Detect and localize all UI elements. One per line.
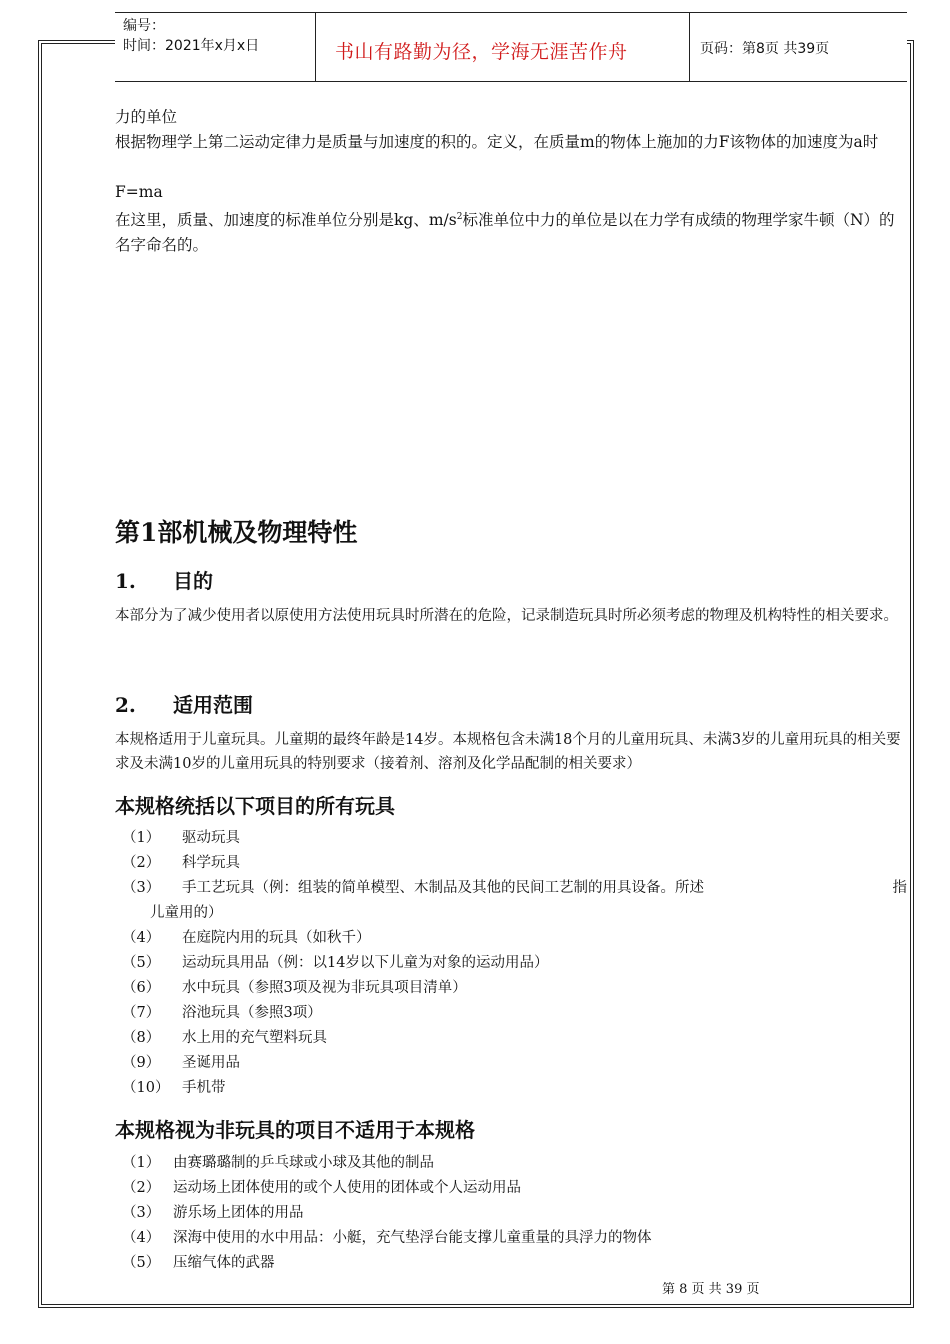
list-item [122,951,907,976]
list-item-text-wrap [150,876,907,921]
list-item-index: （3） [122,1205,161,1221]
list-item-index: （1） [122,1155,161,1171]
intro-paragraph-2-pre: 在这里，质量、加速度的标准单位分别是kg、m/s [115,211,457,230]
list-item-continuation: 儿童用的） [150,905,223,921]
covered-list [122,826,907,1101]
intro-paragraph-2-post: 标准单位中力的单位是以在力学有成绩的物理学家牛顿（N）的名字命名的。 [115,211,895,255]
list-item-index: （10） [122,1080,170,1096]
section-2-heading [115,689,253,718]
section-2-title: 适用范围 [173,693,253,717]
covered-heading: 本规格统括以下项目的所有玩具 [115,794,395,818]
section-1-title: 目的 [173,569,213,593]
list-item [122,876,907,926]
list-item [122,1051,907,1076]
list-item [122,976,907,1001]
list-item-index: （6） [122,980,161,996]
excluded-heading: 本规格视为非玩具的项目不适用于本规格 [115,1118,475,1142]
list-item-text: 深海中使用的水中用品：小艇，充气垫浮台能支撑儿童重量的具浮力的物体 [173,1230,652,1246]
section-1-number: 1. [115,569,136,593]
list-item [122,1201,907,1226]
list-item-index: （4） [122,930,161,946]
list-item [122,1001,907,1026]
list-item-index: （4） [122,1230,161,1246]
header-time: 时间：2021年x月x日 [123,38,260,54]
list-item-index: （2） [122,1180,161,1196]
list-item-index: （7） [122,1005,161,1021]
section-1-body: 本部分为了减少使用者以原使用方法使用玩具时所潜在的危险，记录制造玩具时所必须考虑的物理及机构特性的相关要求。 [115,608,898,624]
header-table [115,12,907,82]
list-item-text: 手机带 [182,1080,226,1096]
list-item-index: （1） [122,830,161,846]
list-item-text: 驱动玩具 [182,830,240,846]
list-item-index: （2） [122,855,161,871]
list-item [122,1176,907,1201]
intro-paragraph-2-sup: 2 [456,212,463,222]
section-1-heading [115,565,213,594]
list-item-text: 手工艺玩具（例：组装的简单模型、木制品及其他的民间工艺制的用具设备。所述 [182,880,704,896]
intro-formula: F=ma [115,183,163,201]
list-item-text: 运动场上团体使用的或个人使用的团体或个人运动用品 [173,1180,521,1196]
intro-paragraph-1: 根据物理学上第二运动定律力是质量与加速度的积的。定义，在质量m的物体上施加的力F该物体的加速度为a时 [115,133,879,151]
list-item-text: 在庭院内用的玩具（如秋千） [182,930,371,946]
list-item [122,1026,907,1051]
list-item-index: （5） [122,955,161,971]
list-item-line [182,876,907,901]
list-item [122,851,907,876]
list-item [122,826,907,851]
list-item-index: （3） [122,880,161,896]
list-item-text: 圣诞用品 [182,1055,240,1071]
header-cell-page [690,13,907,81]
list-item-text: 水上用的充气塑料玩具 [182,1030,327,1046]
page-footer: 第 8 页 共 39 页 [662,1282,760,1297]
excluded-list [122,1151,907,1276]
list-item-tail: 指 [892,880,907,896]
list-item-index: （9） [122,1055,161,1071]
list-item-text: 科学玩具 [182,855,240,871]
section-2-body: 本规格适用于儿童玩具。儿童期的最终年龄是14岁。本规格包含未满18个月的儿童用玩具、未满3岁的儿童用玩具的相关要求及未满10岁的儿童用玩具的特别要求（接着剂、溶剂及化学品配制的相关要求） [115,732,901,772]
section-2-number: 2. [115,693,136,717]
header-motto: 书山有路勤为径，学海无涯苦作舟 [335,41,628,63]
header-cell-info [115,13,316,81]
header-page-number: 页码：第8页 共39页 [700,41,830,57]
list-item [122,926,907,951]
part-title: 第1部机械及物理特性 [115,518,358,547]
list-item-text: 压缩气体的武器 [173,1255,275,1271]
list-item-text: 运动玩具用品（例：以14岁以下儿童为对象的运动用品） [182,955,549,971]
intro-paragraph-2 [115,205,907,258]
list-item-index: （8） [122,1030,161,1046]
list-item [122,1151,907,1176]
list-item [122,1226,907,1251]
list-item [122,1076,907,1101]
header-cell-motto [315,13,690,81]
intro-title: 力的单位 [115,108,178,126]
list-item-text: 由赛璐璐制的乒乓球或小球及其他的制品 [173,1155,434,1171]
list-item [122,1251,907,1276]
list-item-index: （5） [122,1255,161,1271]
list-item-text: 游乐场上团体的用品 [173,1205,304,1221]
header-number: 编号： [123,18,165,34]
list-item-text: 浴池玩具（参照3项） [182,1005,322,1021]
list-item-text: 水中玩具（参照3项及视为非玩具项目清单） [182,980,467,996]
